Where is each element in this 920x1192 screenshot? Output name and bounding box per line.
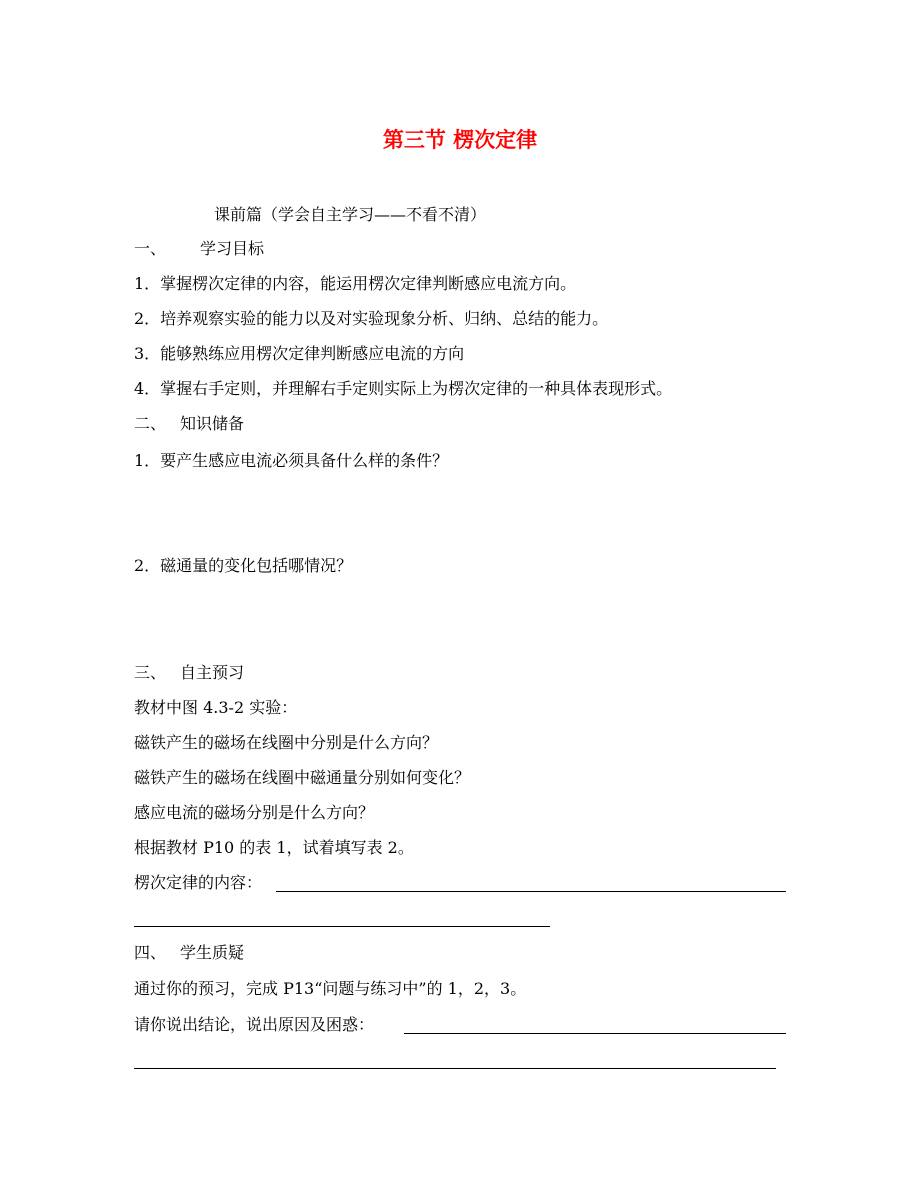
knowledge-question-2: 2．磁通量的变化包括哪情况？	[134, 556, 353, 575]
section1-heading-number: 一、	[134, 239, 167, 258]
section1-heading: 学习目标	[200, 239, 265, 258]
section4-heading: 学生质疑	[180, 943, 245, 962]
subtitle: 课前篇（学会自主学习——不看不清）	[214, 205, 487, 224]
page-title: 第三节 楞次定律	[382, 128, 538, 152]
objective-item-2: 2．培养观察实验的能力以及对实验现象分析、归纳、总结的能力。	[134, 309, 609, 328]
conclusion-answer-line-2[interactable]	[134, 1068, 776, 1069]
questioning-line: 通过你的预习，完成 P13“问题与练习中”的 1，2，3。	[134, 979, 527, 998]
knowledge-question-1: 1．要产生感应电流必须具备什么样的条件？	[134, 451, 449, 470]
lenz-law-answer-line-2[interactable]	[134, 926, 550, 927]
section3-heading: 自主预习	[180, 663, 245, 682]
section3-heading-number: 三、	[134, 663, 167, 682]
section2-heading-number: 二、	[134, 414, 167, 433]
section2-heading: 知识储备	[180, 414, 245, 433]
objective-item-1: 1．掌握楞次定律的内容，能运用楞次定律判断感应电流方向。	[134, 274, 577, 293]
preview-line-5: 根据教材 P10 的表 1，试着填写表 2。	[134, 838, 414, 857]
objective-item-4: 4．掌握右手定则，并理解右手定则实际上为楞次定律的一种具体表现形式。	[134, 379, 673, 398]
preview-line-1: 教材中图 4.3-2 实验：	[134, 698, 298, 717]
lenz-law-label: 楞次定律的内容：	[134, 873, 263, 892]
lenz-law-answer-line-1[interactable]	[276, 891, 786, 892]
preview-line-3: 磁铁产生的磁场在线圈中磁通量分别如何变化？	[134, 768, 471, 787]
objective-item-3: 3．能够熟练应用楞次定律判断感应电流的方向	[134, 344, 465, 363]
conclusion-answer-line-1[interactable]	[404, 1033, 786, 1034]
conclusion-label: 请你说出结论，说出原因及困惑：	[134, 1015, 375, 1034]
section4-heading-number: 四、	[134, 943, 167, 962]
preview-line-2: 磁铁产生的磁场在线圈中分别是什么方向？	[134, 733, 439, 752]
preview-line-4: 感应电流的磁场分别是什么方向？	[134, 803, 375, 822]
